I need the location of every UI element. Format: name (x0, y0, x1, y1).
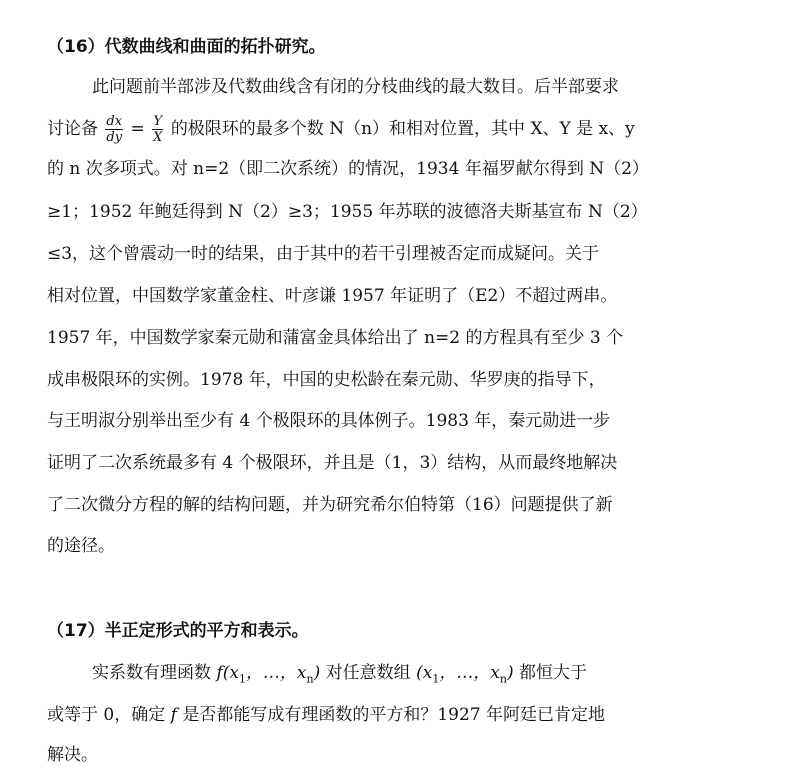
fraction-denominator: dy (106, 130, 123, 145)
subscript-1: 1 (432, 672, 440, 686)
line-text: 或等于 0，确定 (47, 705, 166, 725)
args-dots: ，…，x (439, 663, 500, 683)
dx-dy-fraction (105, 114, 123, 145)
subscript-n: n (306, 672, 314, 686)
section-16-line-5: ≤3，这个曾震动一时的结果，由于其中的若干引理被否定而成疑问。关于 (47, 244, 600, 264)
fraction-numerator: dx (106, 114, 123, 129)
function-f: f (170, 705, 177, 725)
section-16-line-3: 的 n 次多项式。对 n=2（即二次系统）的情况，1934 年福罗献尔得到 N（2） (47, 159, 649, 179)
section-16-line-6: 相对位置，中国数学家董金柱、叶彦谦 1957 年证明了（E2）不超过两串。 (47, 286, 618, 306)
section-16-line-2-text: 的极限环的最多个数 N（n）和相对位置，其中 X、Y 是 x、y (170, 119, 635, 139)
discuss-prefix: 讨论备 (47, 119, 98, 139)
subscript-n: n (499, 672, 507, 686)
subscript-1: 1 (238, 672, 246, 686)
section-16-line-11: 了二次微分方程的解的结构问题，并为研究希尔伯特第（16）问题提供了新 (47, 495, 613, 515)
fraction-denominator: X (153, 130, 163, 145)
args-dots: ，…，x (245, 663, 307, 683)
args-close: ) (313, 663, 321, 683)
section-16-line-9: 与王明淑分别举出至少有 4 个极限环的具体例子。1983 年，秦元勋进一步 (47, 411, 611, 431)
section-17-line-3: 解决。 (47, 745, 98, 765)
line-text: 是否都能写成有理函数的平方和？1927 年阿廷已肯定地 (182, 705, 606, 725)
args-close: ) (507, 663, 514, 683)
section-16-line-2 (47, 112, 789, 146)
section-16-line-7: 1957 年，中国数学家秦元勋和蒲富金具体给出了 n=2 的方程具有至少 3 个 (47, 328, 624, 348)
section-16-line-10: 证明了二次系统最多有 4 个极限环，并且是（1，3）结构，从而最终地解决 (47, 453, 618, 473)
args-open: (x (416, 663, 433, 683)
line-text: 都恒大于 (519, 663, 588, 683)
section-16-line-1: 此问题前半部涉及代数曲线含有闭的分枝曲线的最大数目。后半部要求 (92, 77, 619, 97)
section-17-heading: （17）半正定形式的平方和表示。 (47, 621, 309, 641)
line-text: 对任意数组 (325, 663, 411, 683)
section-17-line-1 (92, 656, 789, 690)
line-text: 实系数有理函数 (92, 663, 211, 683)
args-open: (x (222, 663, 239, 683)
y-x-fraction (152, 114, 163, 145)
function-f: f (216, 663, 223, 683)
section-17-line-2 (47, 698, 789, 732)
section-16-line-8: 成串极限环的实例。1978 年，中国的史松龄在秦元勋、华罗庚的指导下， (47, 370, 606, 390)
section-16-line-12: 的途径。 (47, 536, 115, 556)
fraction-numerator: Y (153, 114, 163, 129)
equals-sign: = (130, 119, 145, 139)
section-16-heading: （16）代数曲线和曲面的拓扑研究。 (47, 37, 326, 57)
section-16-line-4: ≥1；1952 年鲍廷得到 N（2）≥3；1955 年苏联的波德洛夫斯基宣布 N（2） (47, 202, 648, 222)
